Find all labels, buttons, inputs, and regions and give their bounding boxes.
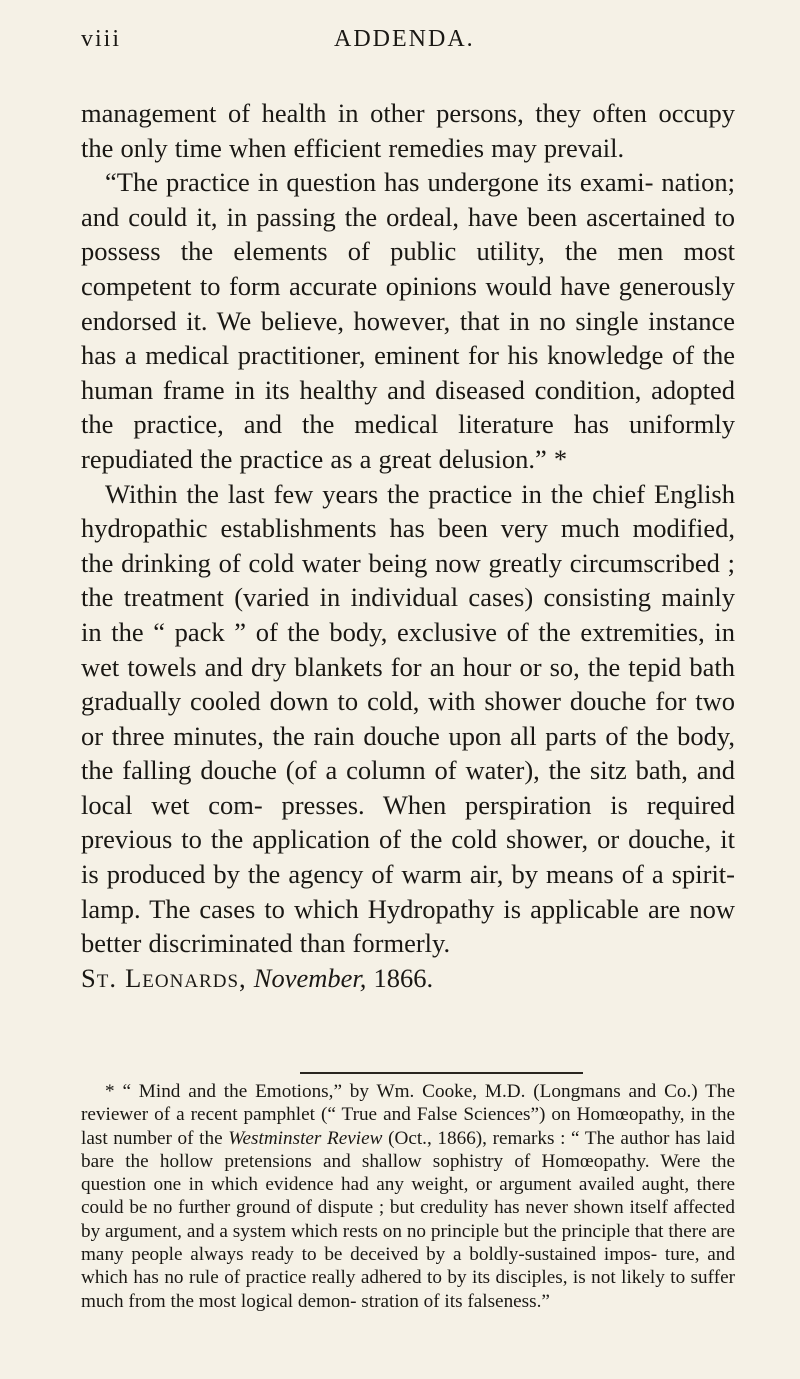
running-title: ADDENDA. <box>334 26 475 52</box>
paragraph-hydropathy: Within the last few years the practice in the chief English hydropathic establishments has been very much modified, the drinking of cold water being now greatly circumscribed ; the treatment (varied in individual cases) consisting mainly in the “ pack ” of the body, exclusive of the extremities, in wet towels and dry blankets for an hour or so, the tepid bath gradually cooled down to cold, with shower douche for two or three minutes, the rain douche upon all parts of the body, the falling douche (of a column of water), the sitz bath, and local wet com- presses. When perspiration is required previous to the application of the cold shower, or douche, it is produced by the agency of warm air, by means of a spirit-lamp. The cases to which Hydropathy is applicable are now better discriminated than formerly. <box>81 478 735 959</box>
footnote-divider <box>300 1072 583 1074</box>
paragraph-quotation: “The practice in question has undergone its exami- nation; and could it, in passing the ordeal, have been ascertained to possess the elements of public utility, the men most competent to form accurate opinions would have generously endorsed it. We believe, however, that in no single instance has a medical practitioner, eminent for his knowledge of the human frame in its healthy and diseased condition, adopted the practice, and the medical literature has uniformly repudiated the practice as a great delusion.” * <box>81 167 735 474</box>
page-header <box>81 26 721 62</box>
footnote-part1: * “ Mind and the Emotions,” by Wm. Cooke, M.D. (Longmans and Co.) The reviewer of a recent pamphlet (“ True and False Sciences”) on Homœopathy, in the last number of the <box>81 1081 735 1149</box>
signoff <box>81 961 735 996</box>
signoff-place: St. Leonards, <box>81 962 247 993</box>
footnote-journal: Westminster Review <box>228 1127 383 1149</box>
page-number: viii <box>81 26 122 52</box>
paragraph-continued: management of health in other persons, they often occupy the only time when efficient remedies may prevail. <box>81 98 735 163</box>
footnote <box>81 1080 735 1313</box>
signoff-year: 1866. <box>373 962 434 993</box>
main-text <box>81 96 735 995</box>
footnote-part2: (Oct., 1866), remarks : “ The author has laid bare the hollow pretensions and shallow sophistry of Homœopathy. Were the question one in which evidence had any weight, or argument availed aught, there could be no further ground of dispute ; but credulity has never shown itself affected by argument, and a system which rests on no principle but the principle that there are many people always ready to be deceived by a boldly-sustained impos- ture, and which has no rule of practice really adhered to by its disciples, is not likely to suffer much from the most logical demon- stration of its falseness.” <box>81 1127 736 1312</box>
signoff-month: November, <box>253 962 367 993</box>
footnote-text <box>81 1080 735 1313</box>
